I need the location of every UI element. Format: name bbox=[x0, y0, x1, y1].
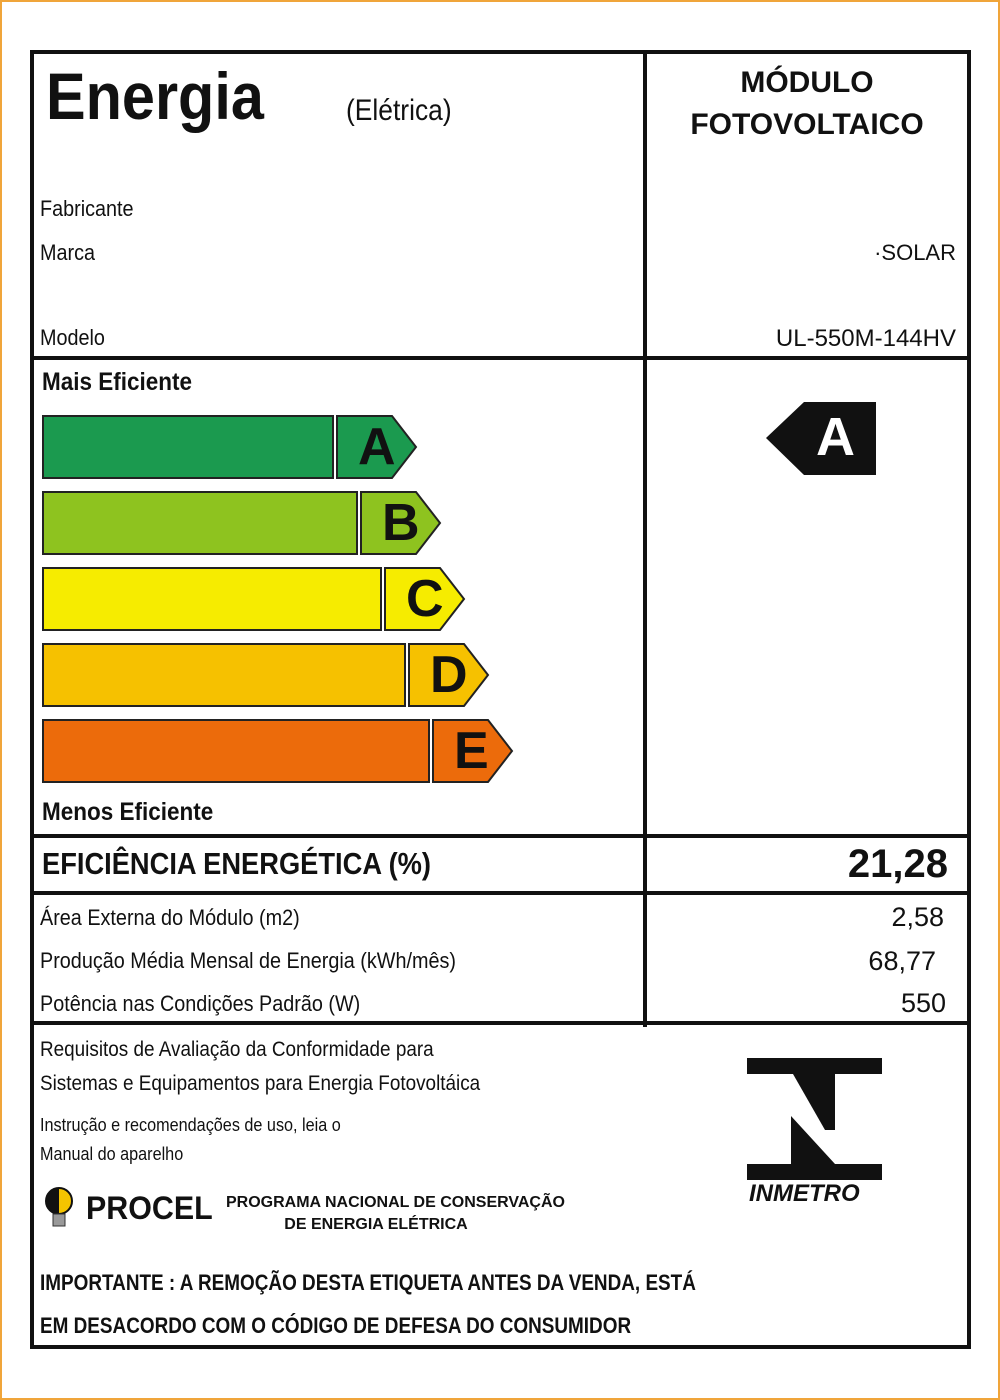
efficiency-bar-c bbox=[42, 567, 382, 631]
divider bbox=[30, 1021, 971, 1025]
efficiency-bar-e bbox=[42, 719, 430, 783]
product-type-line2: FOTOVOLTAICO bbox=[690, 108, 924, 141]
efficiency-bar-d bbox=[42, 643, 406, 707]
procel-description bbox=[226, 1192, 565, 1236]
column-divider bbox=[643, 52, 647, 1027]
divider bbox=[30, 891, 971, 895]
efficiency-class-a bbox=[336, 415, 418, 479]
label-title: Energia bbox=[46, 59, 264, 133]
product-type-line1: MÓDULO bbox=[740, 66, 874, 99]
efficiency-label: EFICIÊNCIA ENERGÉTICA (%) bbox=[42, 846, 432, 881]
important-line2: EM DESACORDO COM O CÓDIGO DE DEFESA DO CONSUMIDOR bbox=[40, 1313, 632, 1338]
marca-value: ·SOLAR bbox=[874, 240, 956, 265]
spec-label: Potência nas Condições Padrão (W) bbox=[40, 991, 361, 1016]
procel-logo: PROCEL bbox=[86, 1190, 213, 1226]
inmetro-logo-icon bbox=[747, 1058, 882, 1180]
product-type bbox=[647, 62, 967, 146]
most-efficient-label: Mais Eficiente bbox=[42, 368, 193, 396]
efficiency-class-b bbox=[360, 491, 442, 555]
divider bbox=[30, 356, 971, 360]
divider bbox=[30, 834, 971, 838]
requirements-line2: Sistemas e Equipamentos para Energia Fotovoltáica bbox=[40, 1072, 481, 1095]
class-letter: B bbox=[382, 494, 420, 552]
class-letter: E bbox=[454, 722, 489, 780]
spec-label: Produção Média Mensal de Energia (kWh/mês) bbox=[40, 948, 456, 973]
class-letter: D bbox=[430, 646, 468, 704]
efficiency-value: 21,28 bbox=[847, 842, 948, 886]
modelo-value: UL-550M-144HV bbox=[775, 325, 956, 352]
rating-arrow bbox=[766, 402, 876, 475]
procel-desc-line2: DE ENERGIA ELÉTRICA bbox=[284, 1216, 468, 1233]
efficiency-bar-b bbox=[42, 491, 358, 555]
instructions-line1: Instrução e recomendações de uso, leia o bbox=[40, 1115, 341, 1135]
instructions-line2: Manual do aparelho bbox=[40, 1144, 184, 1164]
procel-bulb-icon bbox=[44, 1186, 74, 1230]
spec-value: 2,58 bbox=[891, 902, 944, 932]
rating-letter: A bbox=[816, 407, 855, 467]
inmetro-label: INMETRO bbox=[749, 1180, 860, 1207]
efficiency-class-d bbox=[408, 643, 490, 707]
spec-label: Área Externa do Módulo (m2) bbox=[40, 905, 300, 930]
least-efficient-label: Menos Eficiente bbox=[42, 798, 214, 826]
fabricante-label: Fabricante bbox=[40, 196, 134, 221]
class-letter: C bbox=[406, 570, 444, 628]
class-letter: A bbox=[358, 418, 396, 476]
efficiency-class-c bbox=[384, 567, 466, 631]
modelo-label: Modelo bbox=[40, 325, 105, 350]
label-subtitle: (Elétrica) bbox=[346, 94, 452, 127]
marca-label: Marca bbox=[40, 240, 96, 265]
spec-value: 68,77 bbox=[868, 946, 936, 976]
requirements-line1: Requisitos de Avaliação da Conformidade para bbox=[40, 1038, 434, 1061]
efficiency-class-e bbox=[432, 719, 514, 783]
procel-desc-line1: PROGRAMA NACIONAL DE CONSERVAÇÃO bbox=[226, 1194, 565, 1211]
spec-value: 550 bbox=[900, 988, 946, 1018]
important-line1: IMPORTANTE : A REMOÇÃO DESTA ETIQUETA ANTES DA VENDA, ESTÁ bbox=[40, 1270, 696, 1295]
efficiency-bar-a bbox=[42, 415, 334, 479]
